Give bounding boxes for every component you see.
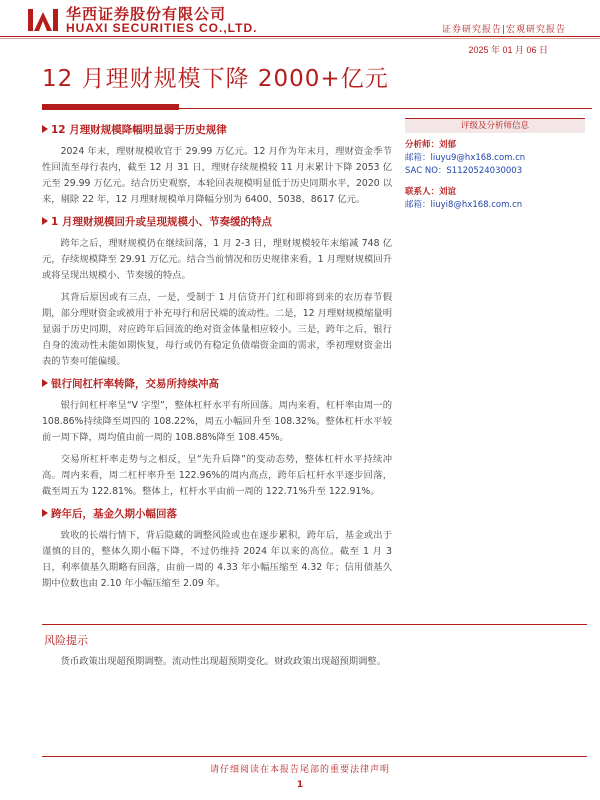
analyst-sac-number: SAC NO：S1120524030003 — [405, 166, 523, 176]
analyst-email[interactable]: 邮箱：liuyu9@hx168.com.cn — [405, 153, 526, 163]
title-accent-bar — [42, 104, 179, 110]
company-name-cn: 华西证券股份有限公司 — [66, 5, 227, 23]
title-divider — [179, 108, 592, 109]
body-paragraph: 交易所杠杆率走势与之相反，呈“先升后降”的变动态势，整体杠杆水平持续冲高。周内来看，周二杠杆率升至 122.96%的周内高点，跨年后杠杆水平逐步回落，截至周五为 122.81%。整体上，杠杆水平由前一周的 122.71%升至 122.91%。 — [42, 454, 392, 497]
footer-divider — [42, 756, 587, 757]
page-title: 12 月理财规模下降 2000+亿元 — [42, 66, 389, 92]
section-heading: 1 月理财规模回升或呈现规模小、节奏缓的特点 — [42, 214, 392, 230]
section-3 — [42, 376, 392, 500]
company-logo-icon — [26, 6, 60, 34]
analyst-panel-heading: 评级及分析师信息 — [405, 118, 585, 133]
company-name-en: HUAXI SECURITIES CO.,LTD. — [66, 21, 258, 35]
analyst-name: 分析师：刘郁 — [405, 140, 457, 150]
body-paragraph: 其背后原因或有三点，一是，受制于 1 月信贷开门红和即将到来的农历春节假期，部分理财资金或被用于补充母行和居民端的流动性。二是，12 月理财规模缩量明显弱于历史同期，对应跨年后回流的绝对资金体量相应较小。三是，跨年之后，银行自身的流动性未能如期恢复，母行或仍有稳定负债端资金面的需求，季初理财资金出表的节奏可能偏缓。 — [42, 292, 392, 367]
section-heading: 12 月理财规模降幅明显弱于历史规律 — [42, 122, 392, 138]
section-heading: 银行间杠杆率转降，交易所持续冲高 — [42, 376, 392, 392]
section-4 — [42, 506, 392, 592]
risk-heading: 风险提示 — [44, 634, 88, 647]
triangle-bullet-icon — [42, 379, 48, 387]
risk-divider — [42, 624, 587, 625]
header-divider — [0, 36, 600, 37]
triangle-bullet-icon — [42, 217, 48, 225]
analyst-info-panel — [405, 118, 585, 212]
section-2 — [42, 214, 392, 370]
body-paragraph: 2024 年末，理财规模收官于 29.99 万亿元。12 月作为年末月，理财资金季节性回流至母行表内，截至 12 月 31 日，理财存续规模较 11 月末累计下降 2053 亿元至 29.99 万亿元。结合历史观察，本轮回表规模明显低于历史同期水平，2020 以来，剔除 22 年，12 月理财规模单月降幅分别为 6400、5038、8617 亿元。 — [42, 146, 392, 205]
contact-email[interactable]: 邮箱：liuyi8@hx168.com.cn — [405, 200, 523, 210]
triangle-bullet-icon — [42, 509, 48, 517]
page-number: 1 — [296, 780, 304, 790]
risk-text: 货币政策出现超预期调整。流动性出现超预期变化。财政政策出现超预期调整。 — [60, 656, 386, 667]
body-paragraph: 致收的长端行情下，背后隐藏的调整风险或也在逐步累积，跨年后，基金或出于谨慎的目的，整体久期小幅下降，不过仍维持 2024 年以来的高位。截至 1 月 3 日，利率债基久期略有回落，由前一周的 4.33 年小幅压缩至 4.32 年；信用债基久期中位数也由 2.10 年小幅压缩至 2.09 年。 — [42, 530, 392, 589]
section-heading: 跨年后，基金久期小幅回落 — [42, 506, 392, 522]
body-paragraph: 跨年之后，理财规模仍在继续回落，1 月 2-3 日，理财规模较年末缩减 748 亿元，存续规模降至 29.91 万亿元。结合当前情况和历史规律来看，1 月理财规模回升或将呈现出规模小、节奏缓的特点。 — [42, 238, 392, 281]
report-type: 证券研究报告|宏观研究报告 — [441, 25, 566, 35]
legal-disclaimer: 请仔细阅读在本报告尾部的重要法律声明 — [209, 765, 390, 775]
body-paragraph: 银行间杠杆率呈“V 字型”，整体杠杆水平有所回落。周内来看，杠杆率由周一的 108.86%持续降至周四的 108.22%，周五小幅回升至 108.32%。整体杠杆水平较前一周下降，周均值由前一周的 108.88%降至 108.45%。 — [42, 400, 392, 443]
section-1 — [42, 122, 392, 208]
header-divider-thin — [0, 38, 600, 39]
contact-name: 联系人：刘谊 — [405, 187, 457, 197]
report-date: 2025 年 01 月 06 日 — [468, 45, 548, 55]
report-body — [42, 118, 392, 598]
triangle-bullet-icon — [42, 125, 48, 133]
